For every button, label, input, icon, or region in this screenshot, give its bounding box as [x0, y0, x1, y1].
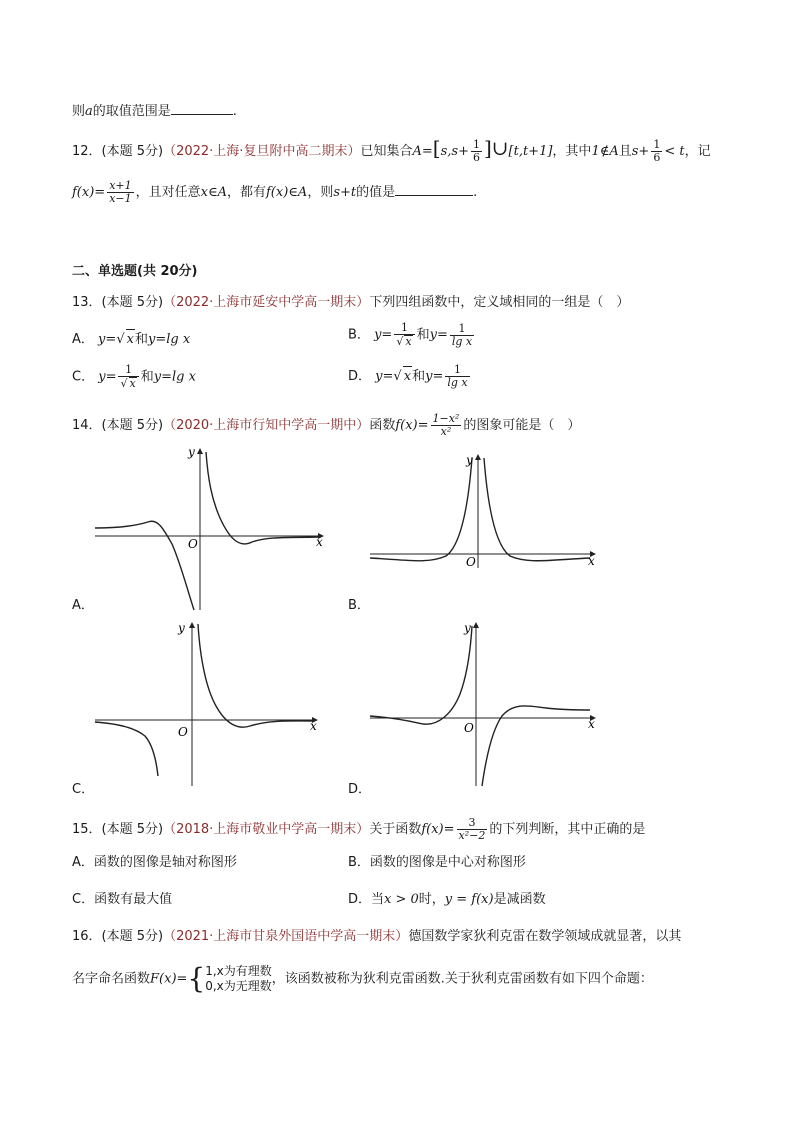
x-label: x	[588, 554, 595, 568]
y: y	[425, 369, 433, 384]
q16-text: 德国数学家狄利克雷在数学领域成就显著，以其	[408, 929, 682, 944]
q12-text: 的值是	[356, 185, 396, 200]
q12-text: ，记	[684, 144, 711, 159]
y-label: y	[466, 453, 473, 467]
eq: =	[105, 332, 117, 347]
frac: $\frac{1}{√ x}$	[394, 322, 414, 348]
q15-option-d[interactable]	[348, 890, 546, 910]
q16-fx: F(x)=	[150, 971, 188, 987]
q13-number: 13．(本题 5分)	[72, 295, 164, 310]
y-axis-arrow	[197, 448, 203, 454]
frac-num: 1	[450, 323, 474, 336]
x: x	[403, 366, 412, 387]
frac-den: 6	[653, 151, 661, 164]
curve-left	[370, 458, 472, 561]
frac	[450, 323, 474, 348]
q12-union: ]∪	[483, 136, 509, 160]
frac-den: x²−2	[458, 829, 486, 842]
frac-num: 1−x²	[432, 412, 460, 425]
q15-number: 15．(本题 5分)	[72, 822, 164, 837]
x: x	[405, 335, 412, 348]
frac-den: lg x	[451, 334, 473, 348]
graph-a[interactable]	[90, 440, 330, 612]
y: y	[147, 332, 156, 347]
graph-d[interactable]	[368, 618, 608, 788]
q13-stem	[72, 293, 629, 313]
q13-option-b[interactable]	[348, 322, 476, 348]
frac-num: x+1	[109, 179, 132, 192]
q12-line-2: f(x)= $\frac{x+1}{x-1}$ ，且对任意x∈A，都有f(x)∈A，则s+t的值是 .	[72, 179, 478, 205]
q12-fx-fraction	[107, 180, 133, 205]
q11-text-pre: 则	[72, 104, 86, 119]
option-expr: y = f(x)	[444, 892, 494, 907]
x-label: x	[316, 535, 323, 549]
eq: =	[382, 369, 394, 384]
eq: =	[381, 327, 393, 343]
frac-num: 1	[653, 138, 661, 151]
eq: =	[155, 332, 167, 347]
q16-source: （2021·上海市甘泉外国语中学高一期末）	[163, 929, 409, 944]
curve-left	[95, 722, 158, 776]
curve-right	[198, 624, 312, 727]
y-label: y	[188, 445, 195, 459]
q11-end: .	[232, 104, 237, 119]
case-2: 0,x为无理数	[205, 979, 272, 993]
q14-fraction	[431, 413, 462, 438]
option-cond: x > 0	[384, 892, 419, 907]
y: y	[98, 369, 106, 385]
answer-blank[interactable]	[395, 183, 473, 196]
q15-text: 的下列判断，其中正确的是	[489, 822, 646, 837]
y: y	[153, 369, 162, 385]
graph-b[interactable]	[368, 450, 608, 580]
q12-cond-2b: < t	[664, 144, 685, 159]
q12-line-1: 12．(本题 5分)（2022·上海·复旦附中高二期末）已知集合A=[s,s+ $\frac{1}{6}$ ]∪[t,t+1]，其中1∉A且s+ $\frac{1}{6}$ < t，记	[72, 136, 711, 164]
q12-interval: s,s	[440, 144, 459, 159]
y-axis-arrow	[473, 622, 479, 628]
q12-text: 已知集合	[360, 144, 413, 159]
q14-stem	[72, 413, 580, 438]
and: 和	[412, 369, 426, 384]
option-label: C．	[72, 369, 95, 385]
lgx: lg x	[172, 369, 196, 385]
q16-cases	[205, 964, 272, 994]
y: y	[429, 327, 437, 343]
q15-option-c[interactable]: C．函数有最大值	[72, 892, 173, 907]
q15-source: （2018·上海市敬业中学高一期末）	[163, 822, 370, 837]
graph-c[interactable]	[90, 618, 330, 788]
lgx: lg x	[166, 332, 191, 347]
q13-source: （2022·上海市延安中学高一期末）	[163, 295, 370, 310]
q11-text-post: 的取值范围是	[92, 104, 171, 119]
eq: =	[436, 327, 448, 343]
q16-text: ，该函数被称为狄利克雷函数.关于狄利克雷函数有如下四个命题：	[271, 971, 653, 987]
option-text: 是减函数	[493, 892, 546, 907]
q14-source: （2020·上海市行知中学高一期中）	[163, 418, 370, 433]
frac-den: 6	[472, 151, 480, 164]
q12-number: 12．(本题 5分)	[72, 144, 164, 159]
curve-right	[484, 458, 590, 561]
q12-eq: =	[421, 144, 433, 159]
q12-fx: f(x)	[72, 185, 95, 200]
q12-fraction-2	[651, 139, 662, 164]
frac-num: 1	[472, 138, 480, 151]
q15-option-a[interactable]: A．函数的图像是轴对称图形	[72, 855, 237, 870]
q13-option-c[interactable]	[72, 364, 196, 390]
q12-x-in-a: x∈A	[200, 185, 227, 200]
q14-text: 函数	[369, 418, 396, 433]
q15-stem	[72, 817, 645, 842]
frac-den: lg x	[447, 376, 468, 389]
answer-blank[interactable]	[171, 102, 233, 115]
eq: =	[432, 369, 444, 384]
option-text: D．当	[348, 892, 385, 907]
q12-s-plus-t: s+t	[333, 185, 357, 200]
option-c-label[interactable]: C．	[72, 782, 95, 797]
q12-text: ，都有	[226, 185, 266, 200]
section-title: 二、单选题(共 20分)	[72, 264, 198, 279]
q16-text: 名字命名函数	[72, 971, 151, 987]
q16-line-1	[72, 927, 681, 947]
frac-den: x²	[440, 425, 452, 438]
frac	[445, 364, 469, 389]
q15-fx: f(x)=	[421, 822, 455, 837]
q15-text: 关于函数	[369, 822, 422, 837]
origin-label: O	[188, 537, 198, 551]
q12-source: （2022·上海·复旦附中高二期末）	[163, 144, 361, 159]
y: y	[374, 327, 382, 343]
origin-label: O	[466, 555, 476, 569]
frac-num: 1	[394, 322, 414, 335]
x: x	[126, 329, 135, 350]
option-label: B．	[348, 327, 370, 343]
option-b-label[interactable]: B．	[348, 598, 370, 613]
y: y	[375, 369, 383, 384]
frac-num: 1	[445, 364, 469, 377]
option-label: A．	[72, 332, 94, 347]
x-label: x	[588, 717, 595, 731]
q12-text: ，且对任意	[135, 185, 201, 200]
and: 和	[140, 369, 154, 385]
curve-right	[206, 452, 318, 544]
q12-bracket: [	[432, 136, 441, 160]
option-label: D．	[348, 369, 372, 384]
y-label: y	[464, 621, 471, 635]
eq: =	[161, 369, 172, 385]
frac-num: 1	[118, 364, 138, 377]
q12-cond-2: s	[631, 144, 639, 159]
q12-and: 且	[618, 144, 632, 159]
q12-fx-in-a: f(x)∈A	[266, 185, 308, 200]
option-a-label[interactable]: A．	[72, 598, 94, 613]
q16-number: 16．(本题 5分)	[72, 929, 164, 944]
q12-end: .	[473, 185, 478, 200]
and: 和	[134, 332, 148, 347]
q16-line-2: 名字命名函数F(x)={ 1,x为有理数 0,x为无理数 ，该函数被称为狄利克雷函数.关于狄利克雷函数有如下四个命题：	[72, 962, 653, 995]
curve-left	[95, 521, 194, 610]
q12-text: ，其中	[552, 144, 592, 159]
q15-option-b[interactable]: B．函数的图像是中心对称图形	[348, 855, 526, 870]
q13-option-d[interactable]: D． y=√ x和y= $\frac{1}{\text{lg x}}$	[348, 363, 468, 389]
curve-left	[370, 626, 472, 724]
and: 和	[416, 327, 430, 343]
q12-plus: +	[458, 144, 469, 159]
y-label: y	[178, 621, 185, 635]
q12-fraction	[471, 139, 482, 164]
option-text: 时，	[418, 892, 445, 907]
q12-interval-2: [t,t+1]	[508, 144, 553, 159]
origin-label: O	[178, 725, 188, 739]
q13-text: 下列四组函数中，定义域相同的一组是（ ）	[369, 295, 630, 310]
y-axis-arrow	[189, 622, 195, 628]
x-label: x	[310, 719, 317, 733]
q15-fraction	[457, 817, 488, 842]
x: x	[129, 377, 136, 390]
frac-num: 3	[457, 817, 488, 830]
option-d-label[interactable]: D．	[348, 782, 372, 797]
frac: $\frac{1}{√ x}$	[118, 364, 138, 390]
origin-label: O	[464, 721, 474, 735]
y-axis-arrow	[475, 454, 481, 460]
case-1: 1,x为有理数	[205, 964, 272, 978]
q14-fx: f(x)=	[395, 418, 429, 433]
q11-var: a	[85, 104, 93, 119]
q12-text: ，则	[307, 185, 334, 200]
frac-den: x−1	[109, 192, 132, 205]
q14-text: 的图象可能是（ ）	[463, 418, 581, 433]
eq: =	[105, 369, 117, 385]
q13-option-a[interactable]: A． y=√ x和y=lg x	[72, 329, 190, 350]
q14-number: 14．(本题 5分)	[72, 418, 164, 433]
q12-cond-1: 1∉A	[591, 144, 619, 159]
y: y	[98, 332, 106, 347]
q12-set-a: A	[412, 144, 422, 159]
q11-tail-line	[72, 102, 237, 122]
